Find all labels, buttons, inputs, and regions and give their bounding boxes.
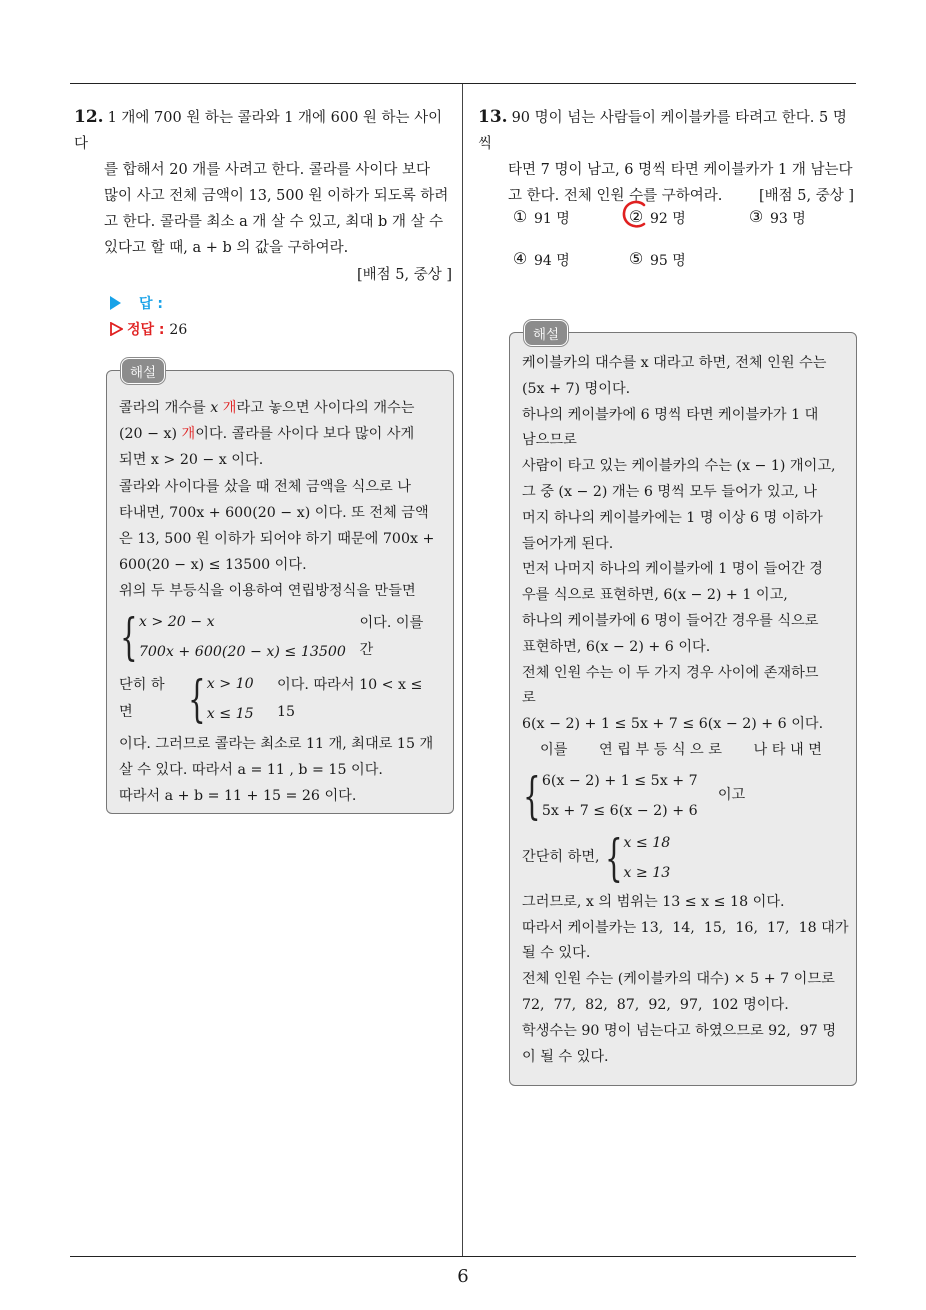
system-line: 700x + 600(20 − x) ≤ 13500 (138, 643, 346, 660)
system-line: x ≤ 15 (206, 705, 254, 722)
question-line-text: 고 한다. 전체 인원 수를 구하여라. (508, 188, 723, 204)
question-13 (478, 104, 858, 269)
solution-line: 머지 하나의 케이블카에는 1 명 이상 6 명 이하가 (522, 509, 823, 526)
question-line: 를 합해서 20 개를 사려고 한다. 콜라를 사이다 보다 (104, 162, 431, 178)
choice-1[interactable] (512, 208, 570, 228)
solution-line: 따라서 a + b = 11 + 15 = 26 이다. (119, 788, 357, 805)
page-number: 6 (457, 1266, 469, 1287)
solution-tag: 해설 (524, 320, 568, 346)
solution-line: 이를 연 립 부 등 식 으 로 나 타 내 면 (540, 741, 822, 758)
solution-line: 하나의 케이블카에 6 명씩 타면 케이블카가 1 대 (522, 406, 819, 423)
solution-line: 학생수는 90 명이 넘는다고 하였으므로 92, 97 명 (522, 1022, 837, 1039)
question-number: 13. (478, 107, 508, 127)
choice-text: 92 명 (650, 211, 686, 227)
choice-text: 93 명 (770, 211, 806, 227)
choice-4[interactable] (512, 250, 570, 270)
solution-body (510, 333, 856, 1080)
brace-symbol: { (604, 828, 623, 887)
question-line: 타면 7 명이 남고, 6 명씩 타면 케이블카가 1 개 남는다 (508, 162, 853, 178)
question-line: 90 명이 넘는 사람들이 케이블카를 타려고 한다. 5 명씩 (478, 110, 847, 152)
solution-text: 콜라의 개수를 (119, 400, 211, 416)
solution-text: 이다. 이를 간 (359, 615, 424, 658)
outline-triangle-icon (110, 322, 123, 336)
choice-marker: ① (512, 207, 528, 226)
solution-line: 하나의 케이블카에 6 명이 들어간 경우를 식으로 (522, 612, 819, 629)
system-line: 5x + 7 ≤ 6(x − 2) + 6 (541, 802, 698, 819)
question-number: 12. (74, 107, 104, 127)
solution-line: 사람이 타고 있는 케이블카의 수는 (x − 1) 개이고, (522, 458, 836, 475)
column-divider (462, 84, 463, 1256)
highlight-text: 개 (218, 400, 237, 416)
brace-symbol: { (188, 669, 206, 728)
choice-marker: ④ (512, 249, 528, 268)
question-line: 있다고 할 때, a + b 의 값을 구하여라. (104, 240, 349, 256)
solution-box-12 (106, 365, 454, 814)
solution-line: 표현하면, 6(x − 2) + 6 이다. (522, 638, 711, 655)
solution-line: 그 중 (x − 2) 개는 6 명씩 모두 들어가 있고, 나 (522, 483, 818, 500)
inequality-system (522, 766, 844, 826)
solution-box-13 (509, 327, 857, 1086)
solution-text: 이다. 따라서 10 < x ≤ 15 (277, 677, 423, 720)
correct-answer-row (110, 315, 456, 345)
system-line: x > 10 (206, 675, 254, 692)
solution-line: 먼저 나머지 하나의 케이블카에 1 명이 들어간 경 (522, 561, 823, 578)
inequality-system (119, 669, 441, 729)
solution-line: 전체 인원 수는 이 두 가지 경우 사이에 존재하므 (522, 664, 819, 681)
solution-line: 콜라와 사이다를 샀을 때 전체 금액을 식으로 나 (119, 478, 411, 495)
system-line: 6(x − 2) + 1 ≤ 5x + 7 (541, 772, 698, 789)
solution-line: 들어가게 된다. (522, 535, 614, 552)
solution-line: 타내면, 700x + 600(20 − x) 이다. 또 전체 금액 (119, 504, 429, 521)
solution-line: 그러므로, x 의 범위는 13 ≤ x ≤ 18 이다. (522, 893, 785, 910)
inequality-system (522, 828, 844, 888)
solution-line: 우를 식으로 표현하면, 6(x − 2) + 1 이고, (522, 587, 788, 604)
correct-answer-value: 26 (169, 322, 188, 338)
solution-line: 전체 인원 수는 (케이블카의 대수) × 5 + 7 이므로 (522, 971, 835, 988)
question-line: 고 한다. 콜라를 최소 a 개 살 수 있고, 최대 b 개 살 수 (104, 214, 444, 230)
solution-line: 은 13, 500 원 이하가 되어야 하기 때문에 700x + (119, 531, 435, 548)
solution-line: 72, 77, 82, 87, 92, 97, 102 명이다. (522, 996, 789, 1013)
highlight-text: 개 (181, 426, 196, 443)
solution-tag: 해설 (121, 358, 165, 384)
selected-circle-icon (622, 200, 650, 230)
play-triangle-icon (110, 296, 121, 310)
solution-line: 케이블카의 대수를 x 대라고 하면, 전체 인원 수는 (522, 355, 827, 371)
choice-2[interactable] (628, 208, 686, 228)
solution-text: 단히 하면 (119, 677, 165, 720)
score-label: [배점 5, 중상 ] (758, 188, 854, 204)
brace-symbol: { (523, 766, 541, 825)
system-line: x > 20 − x (138, 613, 215, 630)
choice-marker: ⑤ (628, 249, 644, 268)
choice-marker: ③ (748, 207, 764, 226)
solution-text: 이고 (717, 786, 746, 803)
solution-line: 남으므로 (522, 432, 577, 449)
score-label: [배점 5, 중상 ] (356, 267, 452, 283)
solution-text: (20 − x) (119, 426, 182, 443)
bottom-rule (70, 1256, 856, 1257)
solution-line: 따라서 케이블카는 13, 14, 15, 16, 17, 18 대가 (522, 919, 849, 936)
system-line: x ≤ 18 (623, 834, 671, 851)
inequality-system (119, 607, 441, 667)
solution-line: 될 수 있다. (522, 945, 591, 962)
solution-line: 600(20 − x) ≤ 13500 이다. (119, 557, 307, 574)
system-line: x ≥ 13 (623, 864, 671, 881)
solution-line: 이 될 수 있다. (522, 1048, 609, 1065)
question-12 (74, 104, 456, 345)
choice-text: 94 명 (534, 253, 570, 269)
solution-line: 6(x − 2) + 1 ≤ 5x + 7 ≤ 6(x − 2) + 6 이다. (522, 716, 824, 733)
solution-line: 로 (522, 690, 536, 707)
solution-text: 이다. 콜라를 사이다 보다 많이 사게 (195, 426, 415, 443)
question-line: 1 개에 700 원 하는 콜라와 1 개에 600 원 하는 사이다 (74, 110, 443, 152)
solution-text: 라고 놓으면 사이다의 개수는 (236, 400, 415, 416)
question-line: 많이 사고 전체 금액이 13, 500 원 이하가 되도록 하려 (104, 188, 449, 204)
question-12-text (74, 104, 456, 261)
choice-text: 91 명 (534, 211, 570, 227)
solution-line: 되면 x > 20 − x 이다. (119, 452, 264, 469)
choice-text: 95 명 (650, 253, 686, 269)
solution-text: 간단히 하면, (522, 848, 600, 865)
solution-line: 위의 두 부등식을 이용하여 연립방정식을 만들면 (119, 583, 416, 600)
choice-marker: ② (628, 207, 644, 226)
correct-answer-label: 정답 : (127, 322, 165, 338)
top-rule (70, 83, 856, 84)
solution-body (107, 371, 453, 819)
question-13-text (478, 104, 858, 209)
brace-symbol: { (120, 607, 138, 666)
choice-3[interactable] (748, 208, 806, 228)
solution-line: 이다. 그러므로 콜라는 최소로 11 개, 최대로 15 개 (119, 735, 434, 752)
choice-5[interactable] (628, 250, 686, 270)
math-var: x (210, 400, 219, 416)
question-line (478, 183, 858, 209)
solution-line: 살 수 있다. 따라서 a = 11 , b = 15 이다. (119, 761, 383, 778)
solution-line: (5x + 7) 명이다. (522, 380, 631, 397)
answer-label: 답 : (139, 296, 163, 312)
